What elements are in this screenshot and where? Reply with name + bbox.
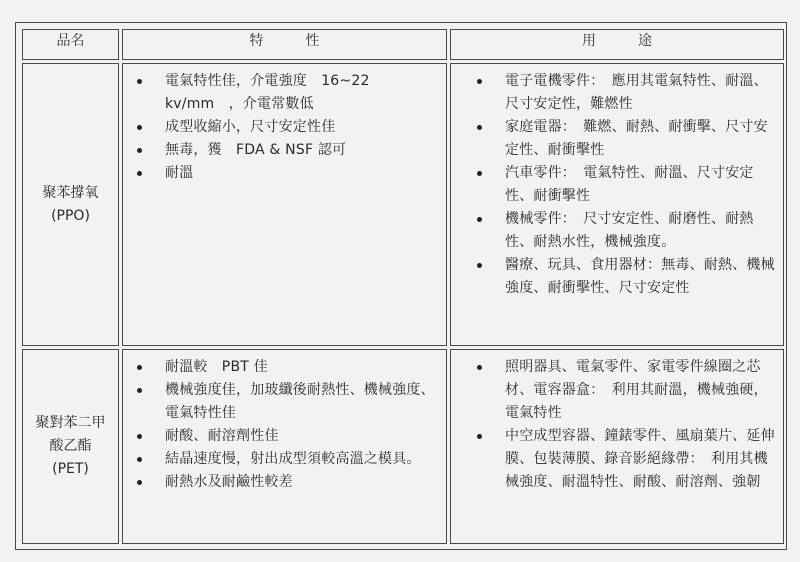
bullet-icon xyxy=(137,125,142,130)
uses-cell xyxy=(450,63,784,346)
uses-list xyxy=(451,64,783,300)
list-item xyxy=(165,162,438,185)
properties-cell xyxy=(122,349,447,544)
table-header-row xyxy=(22,29,784,60)
list-item xyxy=(165,356,438,379)
product-name-zh: 聚苯撐氧 xyxy=(42,184,99,201)
header-properties: 特 性 xyxy=(122,29,447,60)
table-row-ppo xyxy=(22,63,784,346)
list-item xyxy=(505,425,777,494)
plastics-spec-table xyxy=(19,26,787,547)
property-text: 機械強度佳，加玻纖後耐熱性、機械強度、電氣特性佳 xyxy=(165,382,435,421)
product-name-zh-line2: 酸乙酯 xyxy=(49,438,92,454)
bullet-icon xyxy=(137,457,142,462)
list-item xyxy=(165,139,438,162)
bullet-icon xyxy=(477,171,482,176)
list-item xyxy=(165,70,438,116)
property-text: 耐溫 xyxy=(165,165,194,181)
table-row-pet xyxy=(22,349,784,544)
bullet-icon xyxy=(137,434,142,439)
bullet-icon xyxy=(137,171,142,176)
list-item xyxy=(165,425,438,448)
uses-cell xyxy=(450,349,784,544)
use-text: 醫療、玩具、食用器材：無毒、耐熱、機械強度、耐衝擊性、尺寸安定性 xyxy=(505,257,775,296)
bullet-icon xyxy=(137,365,142,370)
property-text: 無毒，獲 FDA & NSF 認可 xyxy=(165,142,347,158)
properties-cell xyxy=(122,63,447,346)
list-item xyxy=(165,116,438,139)
property-text: 耐熱水及耐鹼性較差 xyxy=(165,474,293,490)
bullet-icon xyxy=(137,79,142,84)
list-item xyxy=(505,70,777,116)
bullet-icon xyxy=(477,434,482,439)
property-text: 耐酸、耐溶劑性佳 xyxy=(165,428,279,444)
properties-list xyxy=(123,350,446,494)
list-item xyxy=(505,162,777,208)
property-text: 結晶速度慢，射出成型須較高溫之模具。 xyxy=(165,451,421,467)
bullet-icon xyxy=(137,148,142,153)
list-item xyxy=(505,116,777,162)
use-text: 照明器具、電氣零件、家電零件線圈之芯材、電容器盒： 利用其耐溫，機械強硬，電氣特性 xyxy=(505,359,768,421)
bullet-icon xyxy=(137,388,142,393)
bullet-icon xyxy=(477,365,482,370)
property-text: 耐溫較 PBT 佳 xyxy=(165,359,268,375)
product-name-en: (PPO) xyxy=(51,207,90,224)
use-text: 中空成型容器、鐘錶零件、風扇葉片、延伸膜、包裝薄膜、錄音影絕緣帶： 利用其機械強度、耐溫特性、耐酸、耐溶劑、強韌 xyxy=(505,428,775,490)
product-name-cell xyxy=(22,349,119,544)
use-text: 機械零件： 尺寸安定性、耐磨性、耐熱性、耐熱水性，機械強度。 xyxy=(505,211,754,250)
property-text: 成型收縮小，尺寸安定性佳 xyxy=(165,119,336,135)
bullet-icon xyxy=(477,263,482,268)
list-item xyxy=(165,379,438,425)
bullet-icon xyxy=(477,79,482,84)
uses-list xyxy=(451,350,783,494)
product-name-en: (PET) xyxy=(52,461,89,477)
list-item xyxy=(165,471,438,494)
list-item xyxy=(505,208,777,254)
header-uses: 用 途 xyxy=(450,29,784,60)
list-item xyxy=(505,254,777,300)
use-text: 汽車零件： 電氣特性、耐溫、尺寸安定性、耐衝擊性 xyxy=(505,165,754,204)
use-text: 電子電機零件： 應用其電氣特性、耐溫、尺寸安定性，難燃性 xyxy=(505,73,768,112)
property-text: 電氣特性佳，介電強度 16~22 kv/mm ，介電常數低 xyxy=(165,73,370,112)
use-text: 家庭電器： 難燃、耐熱、耐衝擊、尺寸安定性、耐衝擊性 xyxy=(505,119,768,158)
list-item xyxy=(165,448,438,471)
bullet-icon xyxy=(477,217,482,222)
properties-list xyxy=(123,64,446,185)
list-item xyxy=(505,356,777,425)
bullet-icon xyxy=(137,480,142,485)
header-product-name: 品名 xyxy=(22,29,119,60)
product-name-cell xyxy=(22,63,119,346)
product-name-zh-line1: 聚對苯二甲 xyxy=(35,415,106,431)
bullet-icon xyxy=(477,125,482,130)
